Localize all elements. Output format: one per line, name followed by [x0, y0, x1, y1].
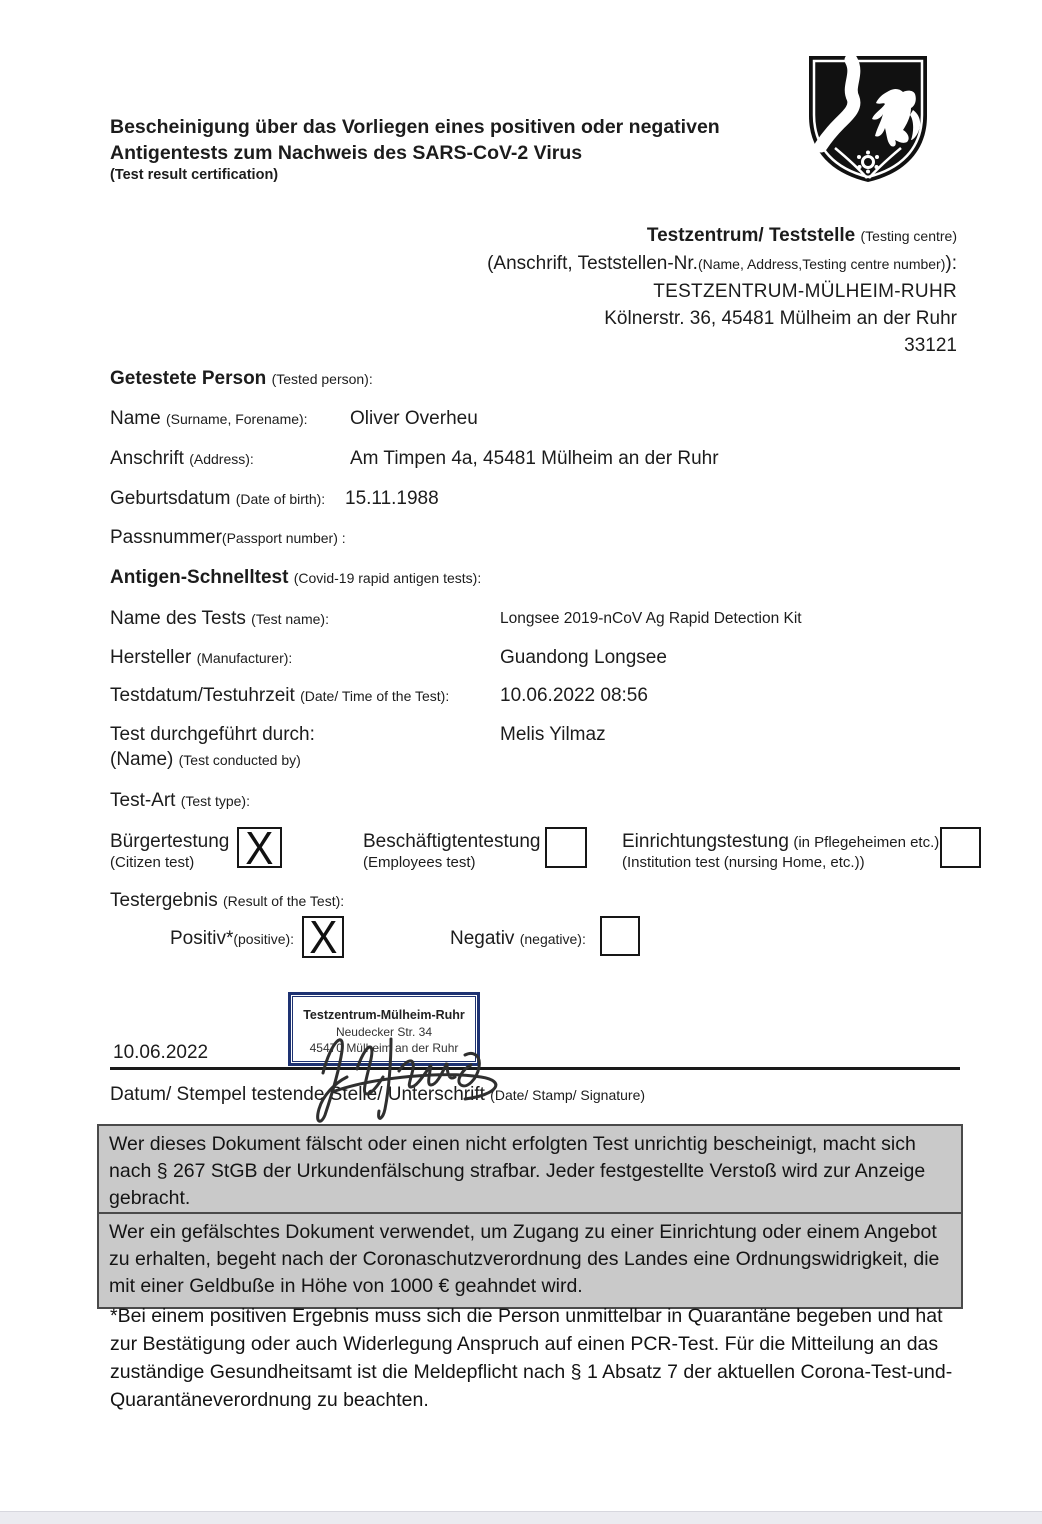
- viewer-bottom-strip: [0, 1511, 1042, 1524]
- section-test-type: Test-Art (Test type):: [110, 790, 250, 811]
- checkbox-positive-mark: X: [308, 911, 338, 963]
- stamp-name: Testzentrum-Mülheim-Ruhr: [303, 1008, 465, 1022]
- option-positive: Positiv*(positive):: [170, 928, 295, 949]
- field-name: Name (Surname, Forename): Oliver Overheu: [110, 408, 478, 429]
- title-line2: Antigentests zum Nachweis des SARS-CoV-2 Virus: [110, 142, 583, 164]
- field-test-name-value: Longsee 2019-nCoV Ag Rapid Detection Kit: [500, 610, 802, 627]
- checkbox-negative[interactable]: [600, 916, 640, 956]
- handwritten-signature: [295, 1013, 545, 1130]
- field-address: Anschrift (Address): Am Timpen 4a, 45481 Mülheim an der Ruhr: [110, 448, 719, 469]
- option-employees-test: Beschäftigtentestung (Employees test): [363, 831, 541, 871]
- stamp-city: 45470 Mülheim an der Ruhr: [309, 1041, 459, 1055]
- signature-caption: Datum/ Stempel testende Stelle/ Unterschrift (Date/ Stamp/ Signature): [110, 1084, 646, 1105]
- section-test-result: Testergebnis (Result of the Test):: [110, 890, 345, 911]
- field-conducted-by-value: Melis Yilmaz: [500, 724, 606, 745]
- field-test-name: Name des Tests (Test name): Longsee 2019-nCoV Ag Rapid Detection Kit: [110, 608, 802, 629]
- stamp-street: Neudecker Str. 34: [335, 1025, 433, 1039]
- option-citizen-test: Bürgertestung (Citizen test): [110, 831, 230, 871]
- nrw-coat-of-arms-icon: [803, 52, 933, 186]
- title-line1: Bescheinigung über das Vorliegen eines positiven oder negativen: [110, 116, 720, 138]
- field-manufacturer: Hersteller (Manufacturer): Guandong Longsee: [110, 647, 667, 668]
- warning-box-forgery: Wer dieses Dokument fälscht oder einen nicht erfolgten Test unrichtig bescheinigt, macht sich nach § 267 StGB der Urkundenfälschung strafbar. Jeder festgestellte Verstoß wird zur Anzeige gebracht.: [97, 1124, 963, 1221]
- field-conducted-by: Test durchgeführt durch: (Name) (Test conducted by) Melis Yilmaz: [110, 724, 606, 770]
- field-address-value: Am Timpen 4a, 45481 Mülheim an der Ruhr: [350, 448, 719, 469]
- section-rapid-test: Antigen-Schnelltest (Covid-19 rapid antigen tests):: [110, 567, 482, 588]
- positive-result-footnote: *Bei einem positiven Ergebnis muss sich die Person unmittelbar in Quarantäne begeben und hat zur Bestätigung oder auch Widerlegung Anspruch auf einen PCR-Test. Für die Mitteilung an das zuständige Gesundheitsamt ist die Meldepflicht nach § 1 Absatz 7 der aktuellen Corona-Test-und-Quarantäneverordnung zu beachten.: [110, 1305, 953, 1411]
- test-type-options: [110, 821, 990, 877]
- checkbox-citizen-test[interactable]: [237, 821, 282, 874]
- testing-centre-street: Kölnerstr. 36, 45481 Mülheim an der Ruhr: [604, 308, 957, 329]
- testing-centre-name: TESTZENTRUM-MÜLHEIM-RUHR: [653, 281, 957, 302]
- testing-centre-block: [337, 222, 957, 359]
- testing-centre-number: 33121: [904, 335, 957, 356]
- checkbox-employees-test[interactable]: [545, 827, 587, 868]
- warning-box-misuse: Wer ein gefälschtes Dokument verwendet, um Zugang zu einer Einrichtung oder einem Angebot zu erhalten, begeht nach der Coronaschutzverordnung des Landes eine Ordnungswidrigkeit, die mit einer Geldbuße in Höhe von 1000 € geahndet wird.: [97, 1212, 963, 1309]
- result-options: [110, 911, 990, 964]
- title-subtitle: (Test result certification): [110, 167, 279, 183]
- field-name-value: Oliver Overheu: [350, 408, 478, 429]
- field-dob-value: 15.11.1988: [345, 488, 439, 509]
- checkbox-citizen-test-mark: X: [245, 821, 274, 874]
- testing-centre-address-label: (Anschrift, Teststellen-Nr.(Name, Address,Testing centre number)):: [487, 253, 957, 274]
- field-test-datetime-value: 10.06.2022 08:56: [500, 685, 648, 706]
- checkbox-positive[interactable]: [302, 911, 344, 963]
- option-institution-test: Einrichtungstestung (in Pflegeheimen etc.) (Institution test (nursing Home, etc.)): [622, 831, 940, 871]
- field-test-datetime: Testdatum/Testuhrzeit (Date/ Time of the Test): 10.06.2022 08:56: [110, 685, 648, 706]
- field-dob: Geburtsdatum (Date of birth): 15.11.1988: [110, 488, 439, 509]
- document-title: [110, 114, 790, 184]
- issue-date: 10.06.2022: [113, 1042, 209, 1063]
- checkbox-institution-test[interactable]: [940, 827, 981, 868]
- testing-centre-label: Testzentrum/ Teststelle (Testing centre): [646, 225, 957, 246]
- section-tested-person: Getestete Person (Tested person):: [110, 368, 373, 389]
- field-manufacturer-value: Guandong Longsee: [500, 647, 667, 668]
- option-negative: Negativ (negative):: [450, 928, 586, 949]
- field-passport: Passnummer(Passport number) :: [110, 527, 346, 548]
